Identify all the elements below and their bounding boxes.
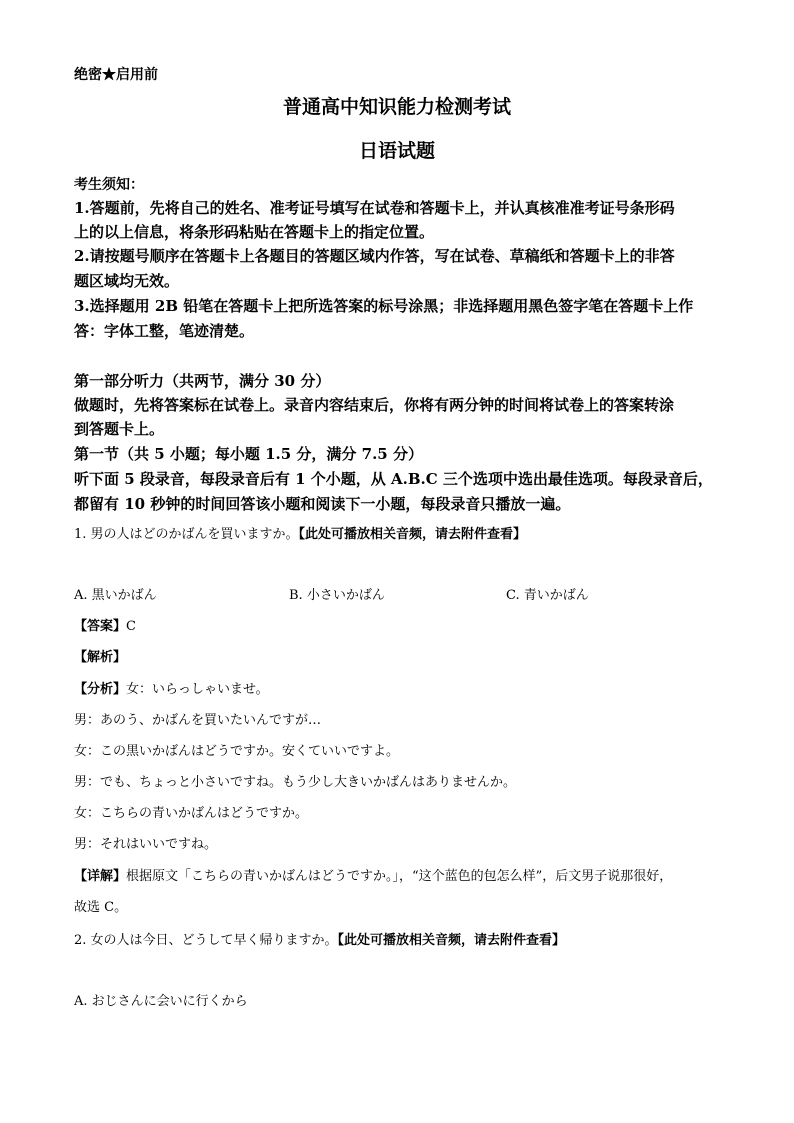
part1-instruction: 做题时，先将答案标在试卷上。录音内容结束后，你将有两分钟的时间将试卷上的答案转涂 xyxy=(74,396,675,414)
notice-line: 答：字体工整，笔迹清楚。 xyxy=(74,322,255,340)
answer-value: C xyxy=(126,619,136,634)
dialogue-line: 男：それはいいですね。 xyxy=(74,837,218,852)
section1-instruction: 都留有 10 秒钟的时间回答该小题和阅读下一小题，每段录音只播放一遍。 xyxy=(74,495,571,513)
notice-line: 1.答题前，先将自己的姓名、准考证号填写在试卷和答题卡上，并认真核准准考证号条形码 xyxy=(74,199,675,217)
analysis-prefix: 【分析】 xyxy=(74,682,127,697)
dialogue-line: 女：こちらの青いかばんはどうですか。 xyxy=(74,806,309,821)
analysis-label: 【解析】 xyxy=(74,650,127,665)
detail-text: 根据原文「こちらの青いかばんはどうですか。」，“这个蓝色的包怎么样”，后文男子说那很好， xyxy=(126,869,673,884)
dialogue-line xyxy=(74,678,269,697)
question-2-stem-row xyxy=(74,929,565,948)
part1-heading: 第一部分听力（共两节，满分 30 分） xyxy=(74,372,331,390)
part1-instruction: 到答题卡上。 xyxy=(74,420,165,438)
question-1-stem-row xyxy=(74,523,526,542)
question-1-option-b: B. 小さいかばん xyxy=(289,588,385,603)
question-1-option-c: C. 青いかばん xyxy=(506,588,589,603)
section1-instruction: 听下面 5 段录音，每段录音后有 1 个小题，从 A.B.C 三个选项中选出最佳选项。每段录音后， xyxy=(74,470,713,488)
audio-note: 【此处可播放相关音频，请去附件查看】 xyxy=(337,933,566,948)
detail-line: 故选 C。 xyxy=(74,900,128,915)
question-2-stem: 2. 女の人は今日、どうして早く帰りますか。 xyxy=(74,933,338,948)
question-1-option-a: A. 黒いかばん xyxy=(74,588,157,603)
confidential-label: 绝密★启用前 xyxy=(74,67,158,83)
dialogue-line: 女：この黒いかばんはどうですか。安くていいですよ。 xyxy=(74,744,400,759)
exam-title: 普通高中知识能力检测考试 xyxy=(282,96,511,118)
answer-row xyxy=(74,615,136,634)
detail-line xyxy=(74,865,672,884)
notice-line: 题区域均无效。 xyxy=(74,272,180,290)
dialogue-line: 男：あのう、かばんを買いたいんですが… xyxy=(74,713,322,728)
question-2-option-a: A. おじさんに会いに行くから xyxy=(74,994,248,1009)
notice-line: 3.选择题用 2B 铅笔在答题卡上把所选答案的标号涂黑；非选择题用黑色签字笔在答题卡上作 xyxy=(74,297,694,315)
notice-heading: 考生须知： xyxy=(74,177,144,193)
answer-label: 【答案】 xyxy=(74,619,127,634)
notice-line: 2.请按题号顺序在答题卡上各题目的答题区域内作答，写在试卷、草稿纸和答题卡上的非答 xyxy=(74,247,675,265)
question-1-stem: 1. 男の人はどのかばんを買いますか。 xyxy=(74,527,299,542)
exam-subject: 日语试题 xyxy=(358,140,435,162)
section1-heading: 第一节（共 5 小题；每小题 1.5 分，满分 7.5 分） xyxy=(74,445,423,463)
dialogue-line: 男：でも、ちょっと小さいですね。もう少し大きいかばんはありませんか。 xyxy=(74,775,517,790)
dialogue-text: 女：いらっしゃいませ。 xyxy=(126,682,269,697)
detail-label: 【详解】 xyxy=(74,869,127,884)
notice-line: 上的以上信息，将条形码粘贴在答题卡上的指定位置。 xyxy=(74,223,435,241)
audio-note: 【此处可播放相关音频，请去附件查看】 xyxy=(298,527,527,542)
